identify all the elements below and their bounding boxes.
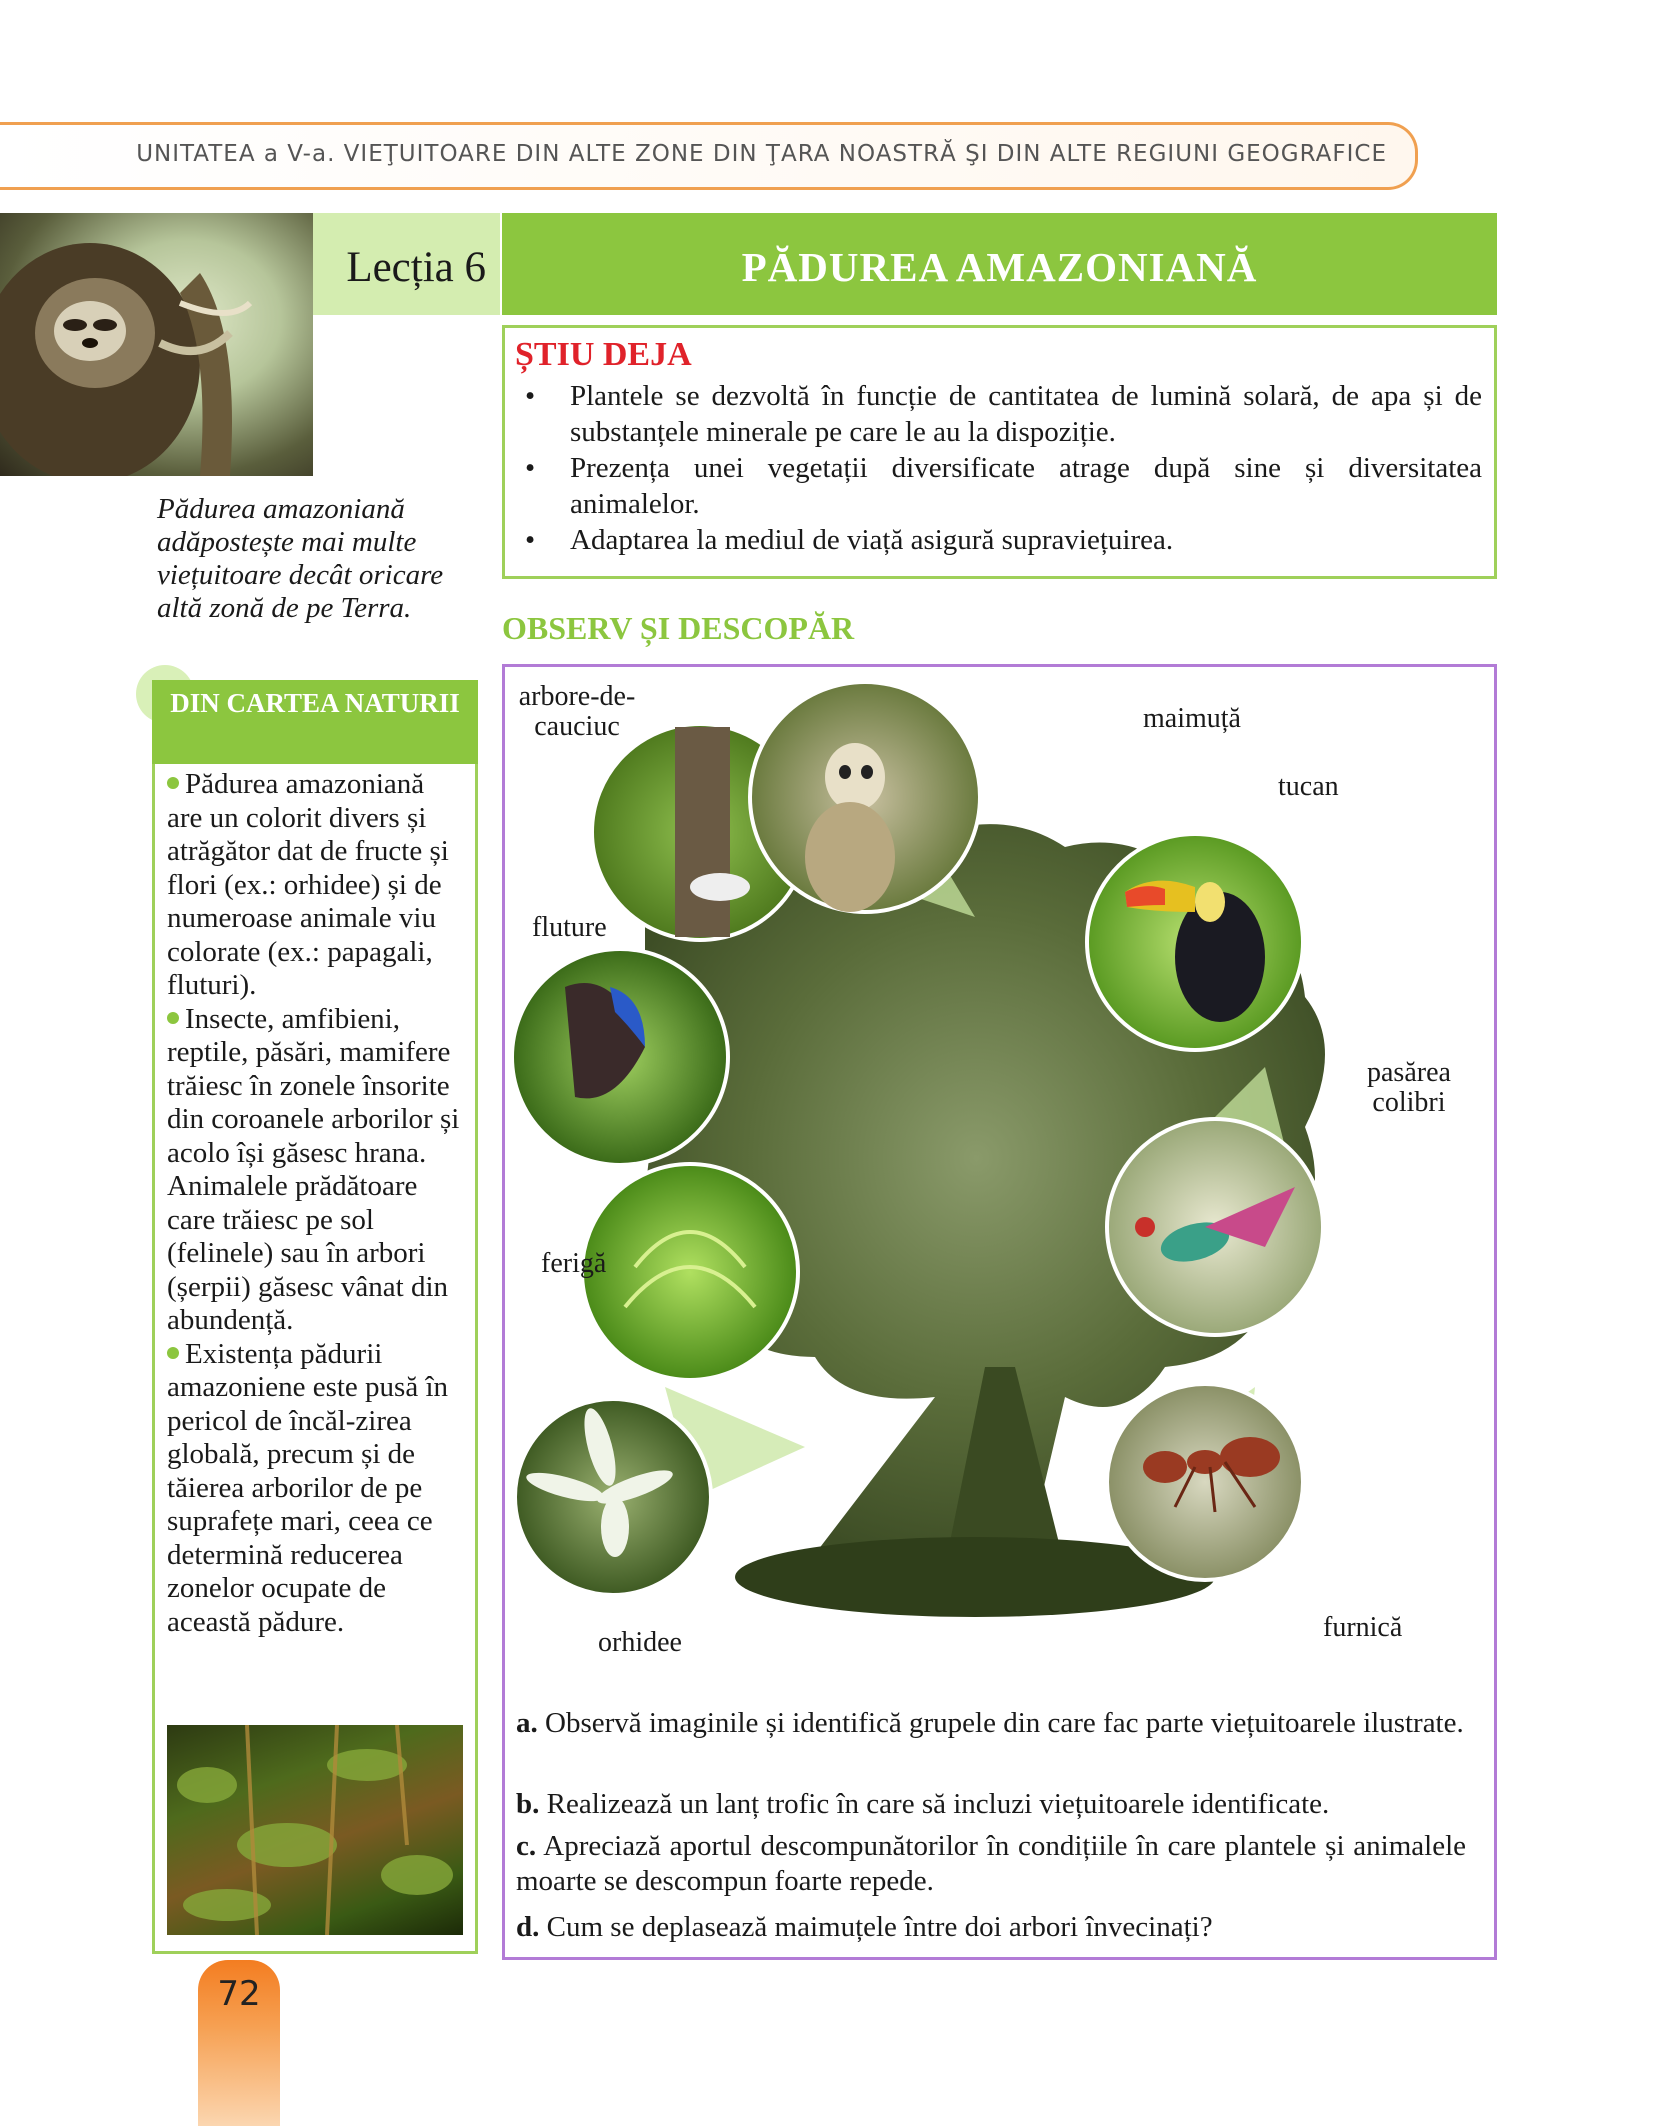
bullet-dot: [167, 777, 179, 789]
question-letter: a.: [516, 1707, 538, 1739]
question-letter: c.: [516, 1830, 537, 1862]
question-text: Apreciază aportul descompunătorilor în condițiile în care plantele și animalele moarte se descompun foarte repede.: [516, 1830, 1466, 1897]
bullet-dot: [167, 1012, 179, 1024]
question-text: Realizează un lanț trofic în care să incluzi viețuitoarele identificate.: [546, 1788, 1330, 1820]
stiu-deja-list: [515, 378, 1482, 558]
question-c: [516, 1829, 1466, 1899]
sidebar-box: [152, 764, 478, 1954]
monkey-photo: [750, 682, 980, 912]
photo-caption: Pădurea amazoniană adăpostește mai multe viețuitoare decât oricare altă zonă de pe Terra.: [157, 493, 444, 624]
orchid-photo: [515, 1399, 711, 1595]
sloth-photo: [0, 213, 313, 476]
label-fluture: fluture: [532, 912, 607, 943]
label-arbore-de-cauciuc: arbore-de- cauciuc: [518, 681, 636, 742]
label-furnica: furnică: [1323, 1612, 1403, 1643]
list-item: • Plantele se dezvoltă în funcție de cantitatea de lumină solară, de apa și de substanțele minerale pe care le au la dispoziție.: [515, 378, 1482, 450]
question-a: [516, 1706, 1466, 1741]
page-number: 72: [198, 1960, 280, 2126]
label-maimuta: maimuță: [1143, 703, 1241, 734]
unit-header: [0, 122, 1418, 190]
sidebar-title: DIN CARTEA NATURII: [152, 680, 478, 764]
butterfly-photo: [512, 949, 728, 1165]
lesson-number: Lecția 6: [313, 213, 500, 315]
amazon-diagram: [505, 667, 1494, 1667]
stiu-deja-title: ȘTIU DEJA: [515, 336, 692, 373]
sidebar-paragraph-text: Insecte, amfibieni, reptile, păsări, mamifere trăiesc în zonele însorite din coroanele arborilor și acolo își găsesc hrana. Animalele prădătoare care trăiesc pe sol (felinele) sau în arbori (șerpii) găsesc vânat din abundență.: [167, 1002, 460, 1336]
label-orhidee: orhidee: [598, 1627, 682, 1658]
rainforest-photo: [167, 1725, 463, 1935]
sidebar-paragraph: [167, 1338, 465, 1640]
label-pasarea-colibri: pasărea colibri: [1367, 1057, 1451, 1118]
question-text: Observă imaginile și identifică grupele din care fac parte viețuitoarele ilustrate.: [545, 1707, 1464, 1739]
question-b: [516, 1787, 1466, 1822]
list-item: • Adaptarea la mediul de viață asigură supraviețuirea.: [515, 522, 1482, 558]
sidebar-paragraph: [167, 768, 465, 1003]
bullet-dot: [167, 1347, 179, 1359]
label-tucan: tucan: [1278, 771, 1339, 802]
sidebar-paragraph: [167, 1003, 465, 1338]
fern-photo: [582, 1164, 798, 1380]
stiu-deja-box: [502, 325, 1497, 579]
sidebar-paragraph-text: Pădurea amazoniană are un colorit divers și atrăgător dat de fructe și flori (ex.: orhidee) și de numeroase animale viu colorate (ex.: papagali, fluturi).: [167, 768, 449, 1001]
toucan-photo: [1087, 834, 1303, 1050]
label-feriga: ferigă: [541, 1248, 607, 1279]
sidebar-paragraph-text: Existența pădurii amazoniene este pusă în pericol de încăl-zirea globală, precum și de tăierea arborilor de pe suprafețe mari, ceea ce determină reducerea zonelor ocupate de această pădure.: [167, 1337, 449, 1638]
unit-title: UNITATEA a V-a. VIEŢUITOARE DIN ALTE ZONE DIN ŢARA NOASTRĂ ŞI DIN ALTE REGIUNI GEOGRAFICE: [136, 141, 1387, 167]
lesson-title: PĂDUREA AMAZONIANĂ: [502, 213, 1497, 315]
list-item: • Prezența unei vegetații diversificate atrage după sine și diversitatea animalelor.: [515, 450, 1482, 522]
question-letter: b.: [516, 1788, 540, 1820]
question-text: Cum se deplasează maimuțele între doi arbori învecinați?: [546, 1911, 1213, 1943]
ant-photo: [1107, 1384, 1303, 1580]
question-letter: d.: [516, 1911, 540, 1943]
question-d: [516, 1910, 1466, 1945]
hummingbird-photo: [1107, 1119, 1323, 1335]
observ-title: OBSERV ȘI DESCOPĂR: [502, 610, 855, 646]
